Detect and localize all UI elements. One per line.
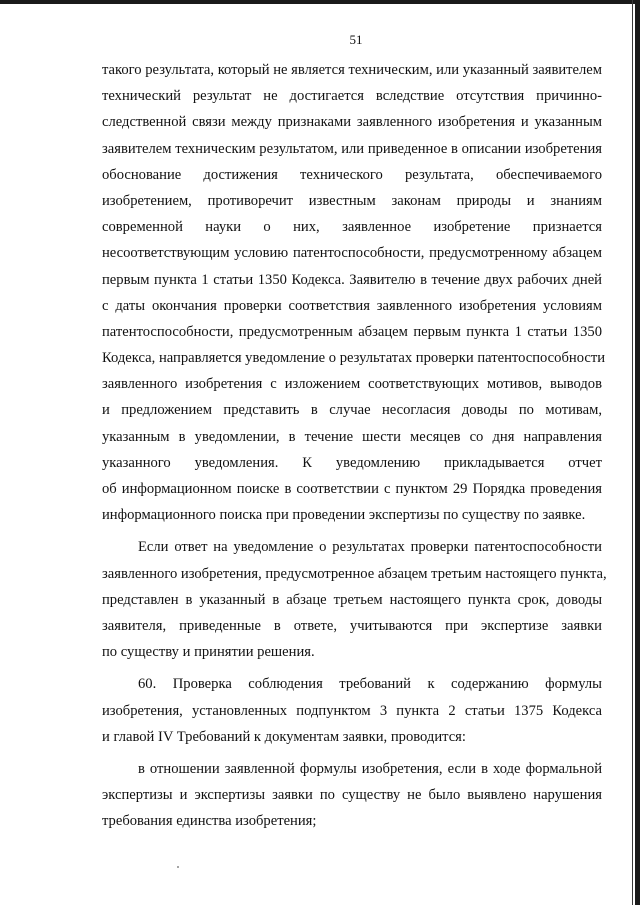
paragraph-line: по существу и принятии решения.	[102, 644, 315, 661]
paragraph-line: и главой IV Требований к документам заявки, проводится:	[102, 728, 466, 745]
paragraph-1	[102, 57, 606, 528]
paragraph-line: несоответствующим условию патентоспособности, предусмотренному абзацем	[102, 245, 602, 262]
paragraph-line: Если ответ на уведомление о результатах проверки патентоспособности	[138, 539, 602, 556]
paragraph-line: изобретения, установленных подпунктом 3 пункта 2 статьи 1375 Кодекса	[102, 702, 602, 719]
paragraph-2	[102, 534, 607, 665]
document-page	[102, 30, 607, 834]
paragraph-line: 60. Проверка соблюдения требований к содержанию формулы	[138, 676, 602, 693]
paragraph-line: современной науки о них, заявленное изобретение признается	[102, 219, 602, 236]
paragraph-line: и предложением представить в случае несогласия доводы по мотивам,	[102, 402, 602, 419]
scan-border-right	[635, 0, 640, 905]
paragraph-line: технический результат не достигается вследствие отсутствия причинно-	[102, 88, 602, 105]
paragraph-line: первым пункта 1 статьи 1350 Кодекса. Заявителю в течение двух рабочих дней	[102, 271, 602, 288]
paragraph-line: следственной связи между признаками заявленного изобретения и указанным	[102, 114, 602, 131]
paragraph-line: экспертизы и экспертизы заявки по существу не было выявлено нарушения	[102, 787, 602, 804]
scan-speck	[177, 866, 179, 868]
paragraph-line: представлен в указанный в абзаце третьем настоящего пункта срок, доводы	[102, 591, 602, 608]
paragraph-3	[102, 671, 602, 750]
paragraph-line: заявленного изобретения с изложением соответствующих мотивов, выводов	[102, 376, 602, 393]
paragraph-line: Кодекса, направляется уведомление о результатах проверки патентоспособности	[102, 350, 606, 367]
scan-border-right-inner	[632, 0, 633, 905]
page-number: 51	[349, 32, 363, 47]
scan-border-top	[0, 0, 640, 4]
paragraph-line: изобретением, противоречит известным законам природы и знаниям	[102, 192, 602, 209]
paragraph-line: об информационном поиске в соответствии с пунктом 29 Порядка проведения	[102, 481, 602, 497]
paragraph-line: требования единства изобретения;	[102, 813, 317, 830]
paragraph-line: заявленного изобретения, предусмотренное абзацем третьим настоящего пункта,	[102, 565, 607, 582]
paragraph-line: такого результата, который не является техническим, или указанный заявителем	[102, 62, 602, 78]
paragraph-line: указанным в уведомлении, в течение шести месяцев со дня направления	[102, 428, 602, 445]
paragraph-line: указанного уведомления. К уведомлению прикладывается отчет	[102, 454, 602, 471]
paragraph-line: в отношении заявленной формулы изобретения, если в ходе формальной	[138, 760, 602, 777]
paragraph-line: патентоспособности, предусмотренным абзацем первым пункта 1 статьи 1350	[102, 323, 602, 340]
paragraph-line: заявителя, приведенные в ответе, учитываются при экспертизе заявки	[102, 617, 602, 634]
paragraph-line: обоснование достижения технического результата, обеспечиваемого	[102, 166, 602, 183]
paragraph-line: с даты окончания проверки соответствия заявленного изобретения условиям	[102, 297, 602, 314]
paragraph-line: заявителем техническим результатом, или приведенное в описании изобретения	[102, 140, 602, 157]
paragraph-line: информационного поиска при проведении экспертизы по существу по заявке.	[102, 507, 586, 524]
paragraph-4	[102, 756, 602, 835]
